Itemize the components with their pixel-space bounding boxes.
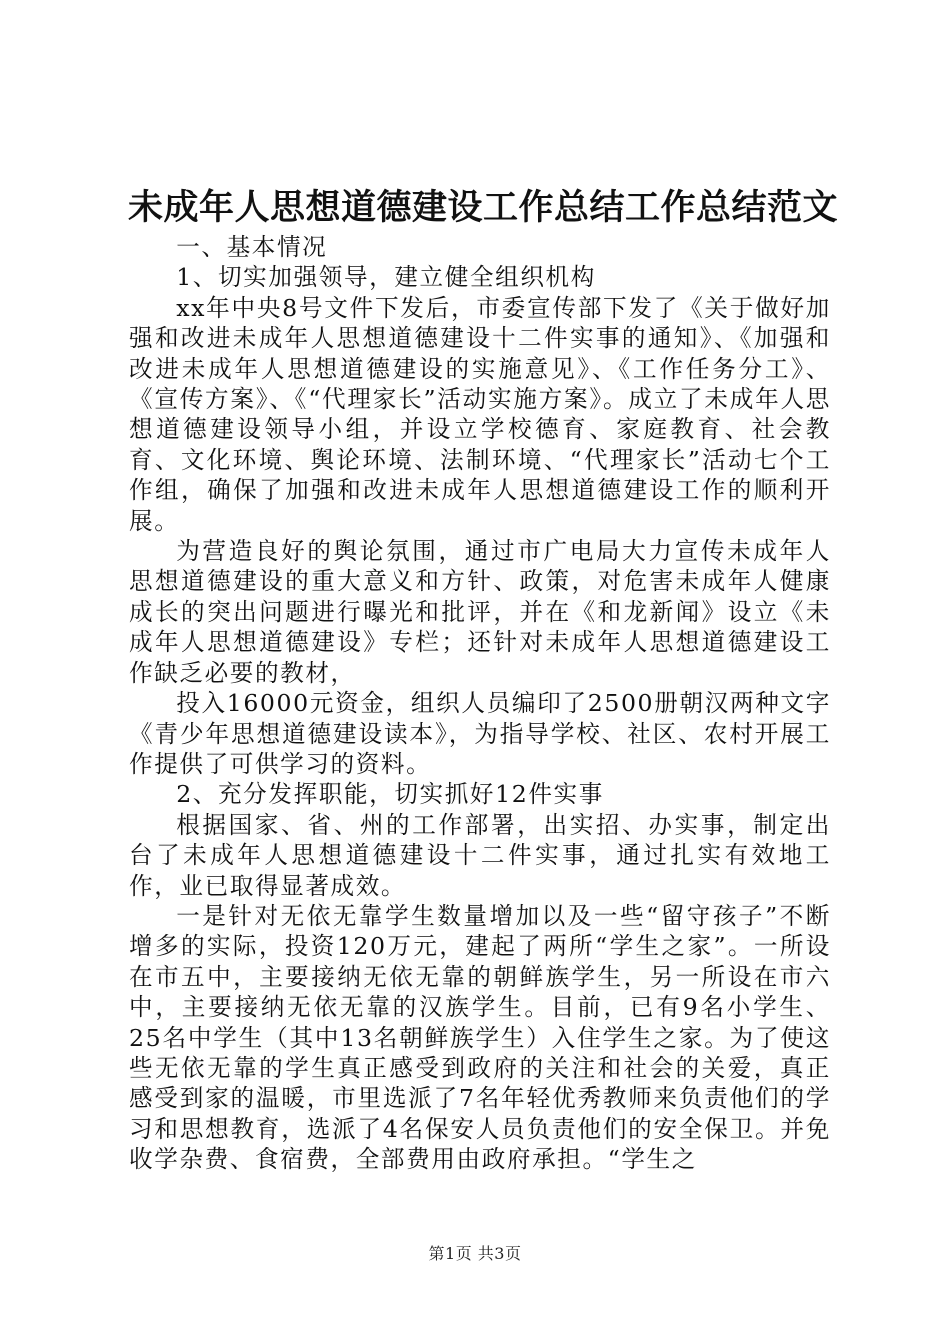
page-indicator: 第1页 共3页 bbox=[428, 1244, 522, 1263]
page-footer bbox=[0, 1244, 950, 1264]
section-heading: 一、基本情况 bbox=[176, 233, 328, 261]
subsection-heading: 1、切实加强领导，建立健全组织机构 bbox=[176, 263, 596, 292]
document-body bbox=[129, 232, 831, 1175]
body-paragraph: 投入16000元资金，组织人员编印了2500册朝汉两种文字《青少年思想道德建设读本》，为指导学校、社区、农村开展工作提供了可供学习的资料。 bbox=[129, 689, 831, 778]
subsection-heading: 2、充分发挥职能，切实抓好12件实事 bbox=[176, 780, 604, 809]
body-paragraph: xx年中央8号文件下发后，市委宣传部下发了《关于做好加强和改进未成年人思想道德建设十二件实事的通知》、《加强和改进未成年人思想道德建设的实施意见》、《工作任务分工》、《宣传方案》、《“代理家长”活动实施方案》。成立了未成年人思想道德建设领导小组，并设立学校德育、家庭教育、社会教育、文化环境、舆论环境、法制环境、“代理家长”活动七个工作组，确保了加强和改进未成年人思想道德建设工作的顺利开展。 bbox=[129, 293, 831, 535]
document-title: 未成年人思想道德建设工作总结工作总结范文 bbox=[128, 187, 839, 228]
body-paragraph: 一是针对无依无靠学生数量增加以及一些“留守孩子”不断增多的实际，投资120万元，建起了两所“学生之家”。一所设在市五中，主要接纳无依无靠的朝鲜族学生，另一所设在市六中，主要接纳无依无靠的汉族学生。目前，已有9名小学生、25名中学生（其中13名朝鲜族学生）入住学生之家。为了使这些无依无靠的学生真正感受到政府的关注和社会的关爱，真正感受到家的温暖，市里选派了7名年轻优秀教师来负责他们的学习和思想教育，选派了4名保安人员负责他们的安全保卫。并免收学杂费、食宿费，全部费用由政府承担。“学生之 bbox=[129, 901, 831, 1174]
body-paragraph: 根据国家、省、州的工作部署，出实招、办实事，制定出台了未成年人思想道德建设十二件实事，通过扎实有效地工作，业已取得显著成效。 bbox=[129, 810, 831, 900]
body-paragraph: 为营造良好的舆论氛围，通过市广电局大力宣传未成年人思想道德建设的重大意义和方针、政策，对危害未成年人健康成长的突出问题进行曝光和批评，并在《和龙新闻》设立《未成年人思想道德建设》专栏；还针对未成年人思想道德建设工作缺乏必要的教材， bbox=[129, 537, 831, 687]
